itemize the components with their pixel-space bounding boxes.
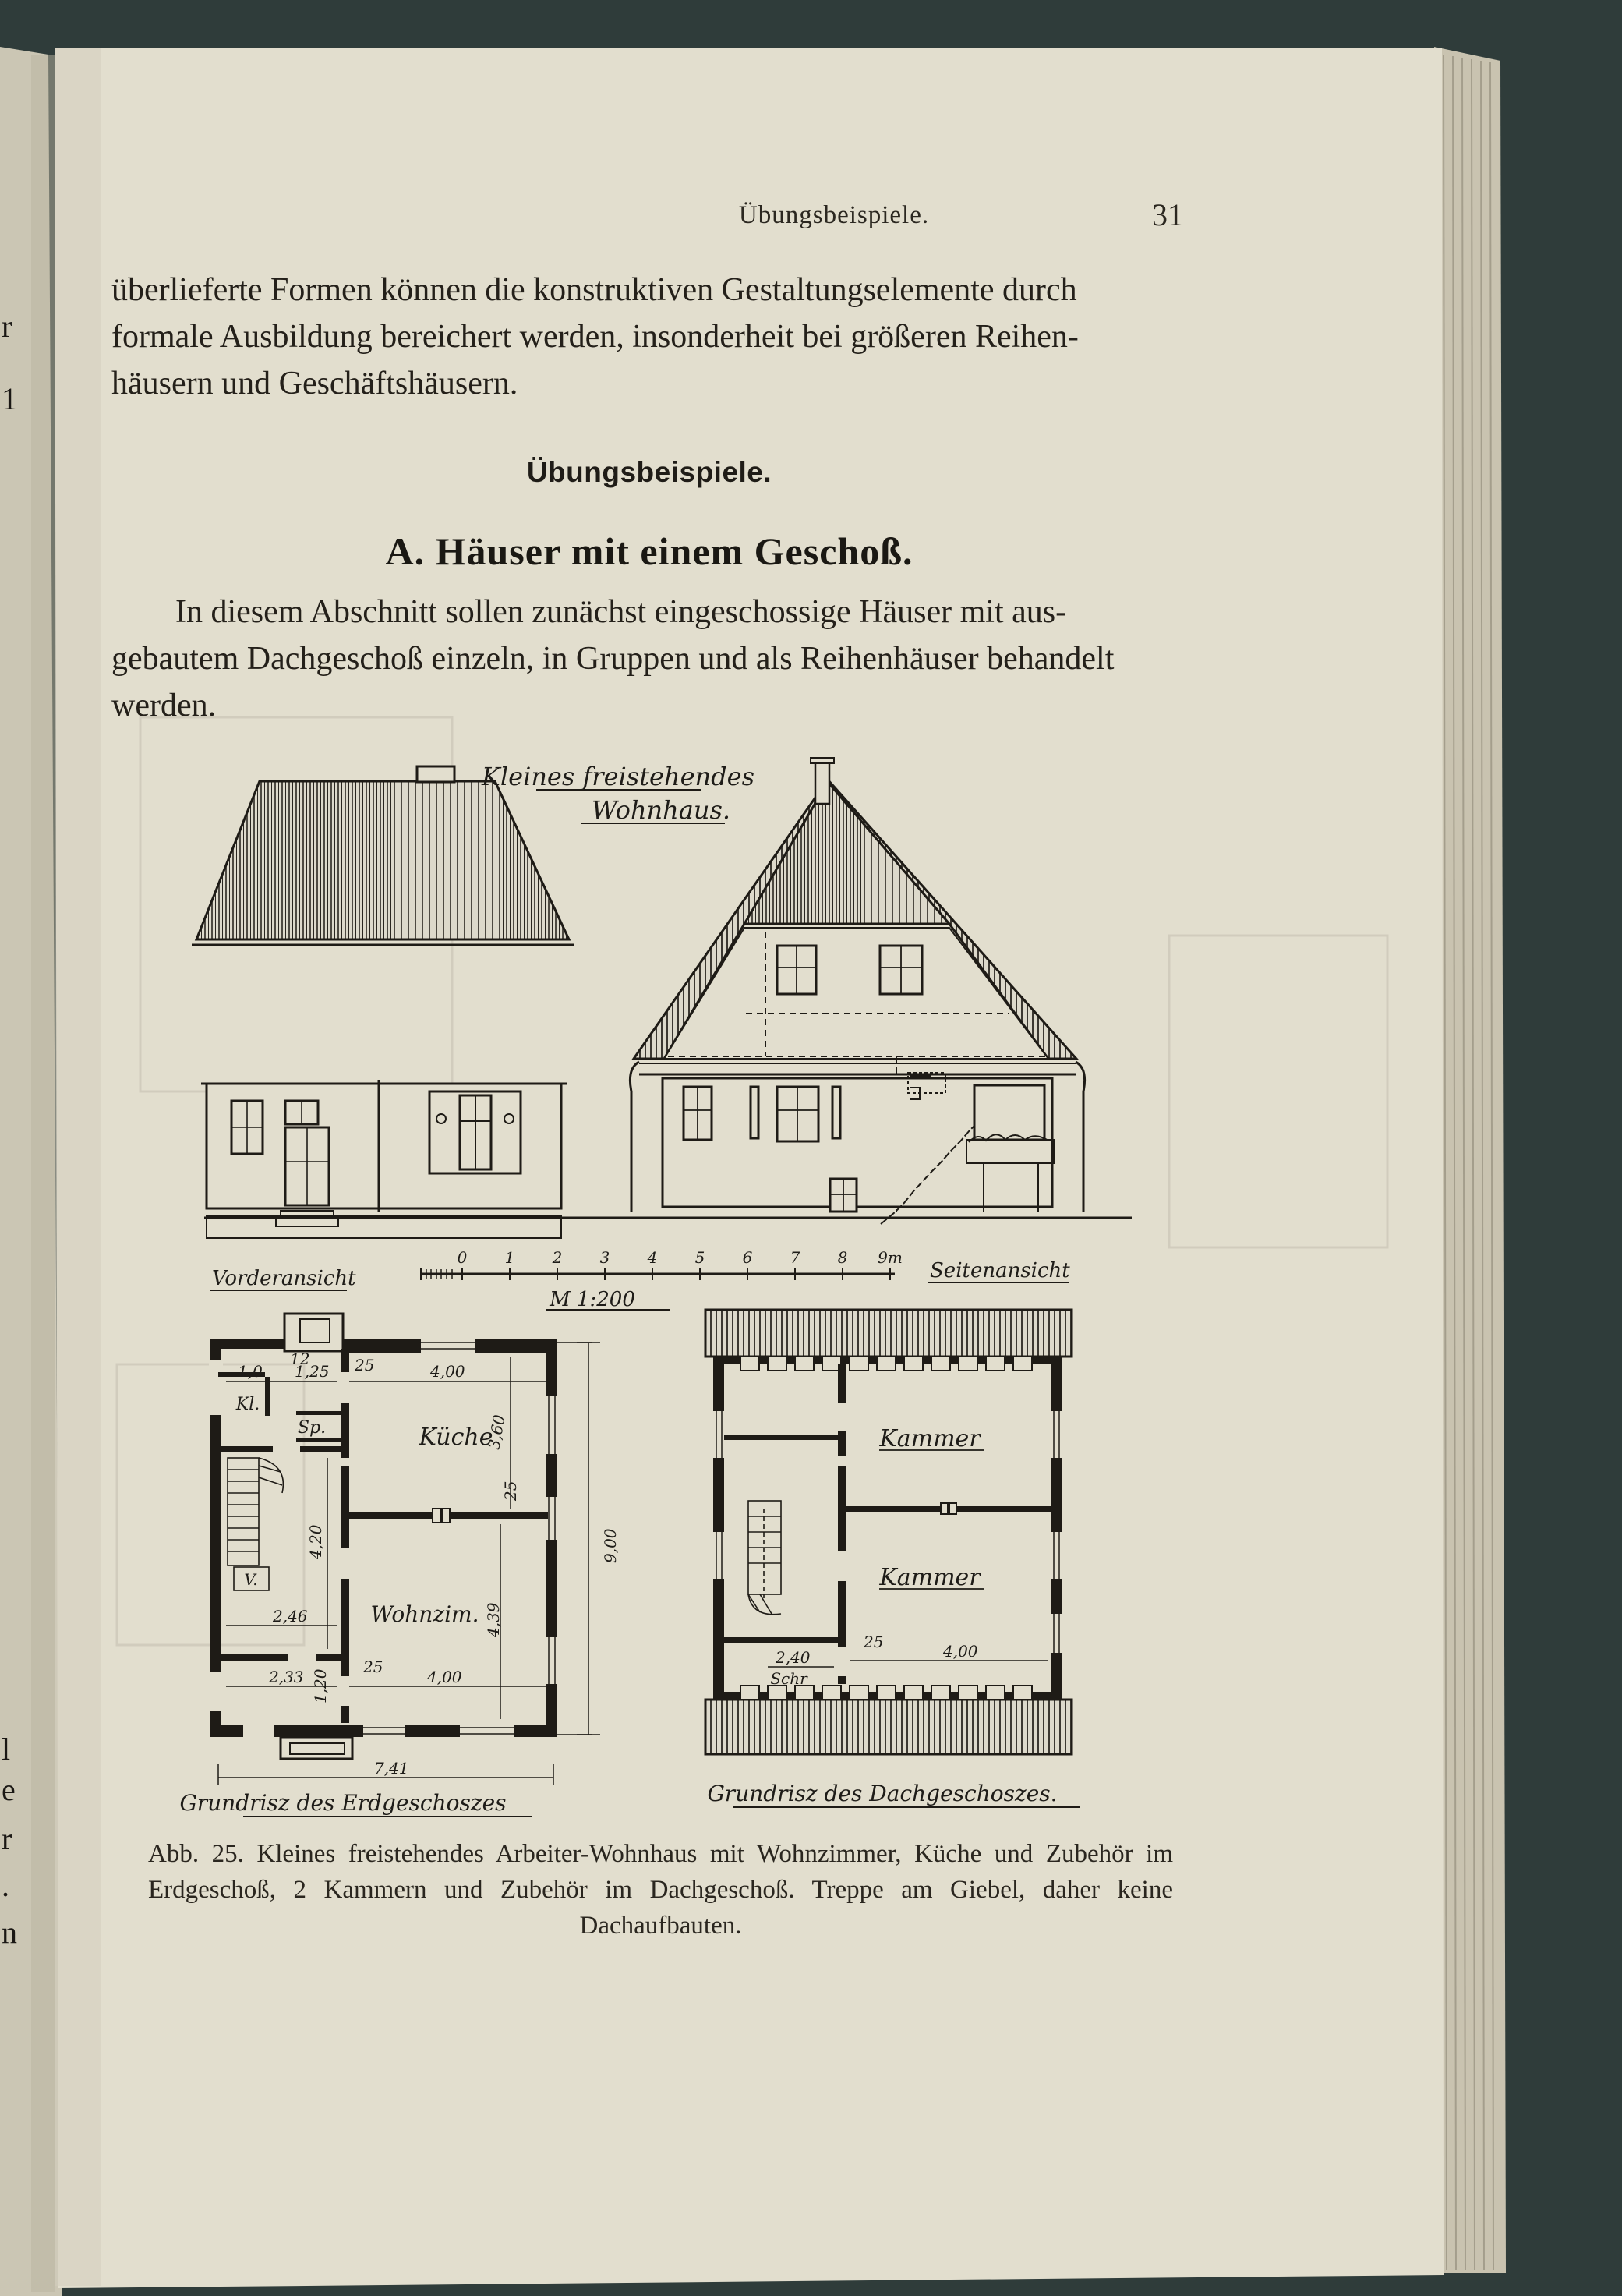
room-chamber-top: Kammer [879, 1425, 981, 1452]
side-view-label: Seitenansicht [930, 1259, 1070, 1282]
subsection-heading: A. Häuser mit einem Geschoß. [385, 529, 913, 573]
section-heading: Übungsbeispiele. [526, 456, 772, 488]
dim-g-11: 1,20 [311, 1668, 330, 1703]
left-page-fragment: r [2, 309, 12, 344]
front-view-label: Vorderansicht [212, 1267, 356, 1290]
scale-tick-label: 5 [694, 1248, 705, 1267]
scale-tick-label: 9m [878, 1248, 903, 1267]
scale-text: M 1:200 [550, 1288, 635, 1311]
left-page-fragment: n [2, 1915, 17, 1950]
running-head: Übungsbeispiele. [738, 201, 930, 229]
paragraph-line: In diesem Abschnitt sollen zunächst eingeschossige Häuser mit aus- [175, 594, 1067, 630]
scale-tick-label: 8 [837, 1248, 848, 1267]
left-page-fragment: e [2, 1772, 16, 1807]
ground-plan-label: Grundrisz des Erdgeschoszes [179, 1790, 507, 1816]
dim-g-5: 3,60 [484, 1413, 509, 1451]
scale-tick-label: 7 [790, 1248, 800, 1267]
figure-caption: Abb. 25. Kleines freistehendes Arbeiter-Wohnhaus mit Wohnzimmer, Küche und Zubehör im Erdgeschoß, 2 Kammern und Zubehör im Dachgeschoß. Treppe am Giebel, daher keine Dachaufbauten. [148, 1840, 1173, 1940]
intro-line: häusern und Geschäftshäusern. [111, 366, 518, 402]
paragraph-line: gebautem Dachgeschoß einzeln, in Gruppen und als Reihenhäuser behandelt [111, 641, 1115, 677]
dim-g-0: 1,0 [238, 1362, 263, 1381]
scale-tick-label: 2 [552, 1248, 563, 1267]
room-kitchen: Küche [419, 1424, 493, 1451]
figure-title-line2: Wohnhaus. [591, 795, 731, 825]
dim-g-14: 7,41 [374, 1759, 409, 1778]
room-living: Wohnzim. [370, 1601, 479, 1627]
dim-g-7: 4,20 [306, 1524, 325, 1559]
paragraph-line: werden. [111, 688, 217, 723]
intro-paragraph [111, 267, 1187, 407]
scale-tick-label: 3 [599, 1248, 610, 1267]
room-kl: Kl. [235, 1395, 260, 1414]
figure-title-line1: Kleines freistehendes [482, 762, 754, 791]
room-schr: Schr [770, 1669, 807, 1688]
dim-g-6: 25 [501, 1481, 520, 1501]
left-page-fragment: . [2, 1868, 9, 1903]
room-v: V. [244, 1570, 258, 1589]
scale-tick-label: 0 [457, 1248, 468, 1267]
dim-g-3: 25 [355, 1356, 375, 1374]
room-sp: Sp. [297, 1418, 327, 1438]
dim-a-2: 4,00 [943, 1642, 978, 1661]
attic-plan-label: Grundrisz des Dachgeschoszes. [707, 1781, 1058, 1806]
intro-line: formale Ausbildung bereichert werden, insonderheit bei größeren Reihen- [111, 319, 1079, 355]
scale-tick-label: 4 [647, 1248, 658, 1267]
dim-g-13: 4,00 [427, 1668, 462, 1686]
left-page-fragment: l [2, 1732, 11, 1767]
dim-a-0: 2,40 [776, 1648, 811, 1667]
left-page-fragment: r [2, 1821, 12, 1856]
scale-tick-label: 6 [742, 1248, 753, 1267]
dim-a-1: 25 [864, 1633, 884, 1651]
dim-g-8: 4,39 [484, 1602, 503, 1637]
dim-g-1: 1,25 [295, 1362, 330, 1381]
scale-tick-label: 1 [504, 1248, 515, 1267]
dim-g-12: 25 [363, 1657, 383, 1676]
room-chamber-bottom: Kammer [879, 1564, 981, 1591]
dim-g-10: 2,33 [269, 1668, 304, 1686]
dim-g-2: 12 [290, 1350, 310, 1368]
dim-g-15: 9,00 [601, 1528, 620, 1563]
intro-line: überlieferte Formen können die konstruktiven Gestaltungselemente durch [111, 272, 1077, 308]
left-page-fragment: 1 [2, 381, 17, 416]
section-paragraph [111, 589, 1187, 729]
dim-g-9: 2,46 [273, 1607, 308, 1626]
dim-g-4: 4,00 [430, 1362, 465, 1381]
page-number: 31 [1152, 197, 1183, 232]
